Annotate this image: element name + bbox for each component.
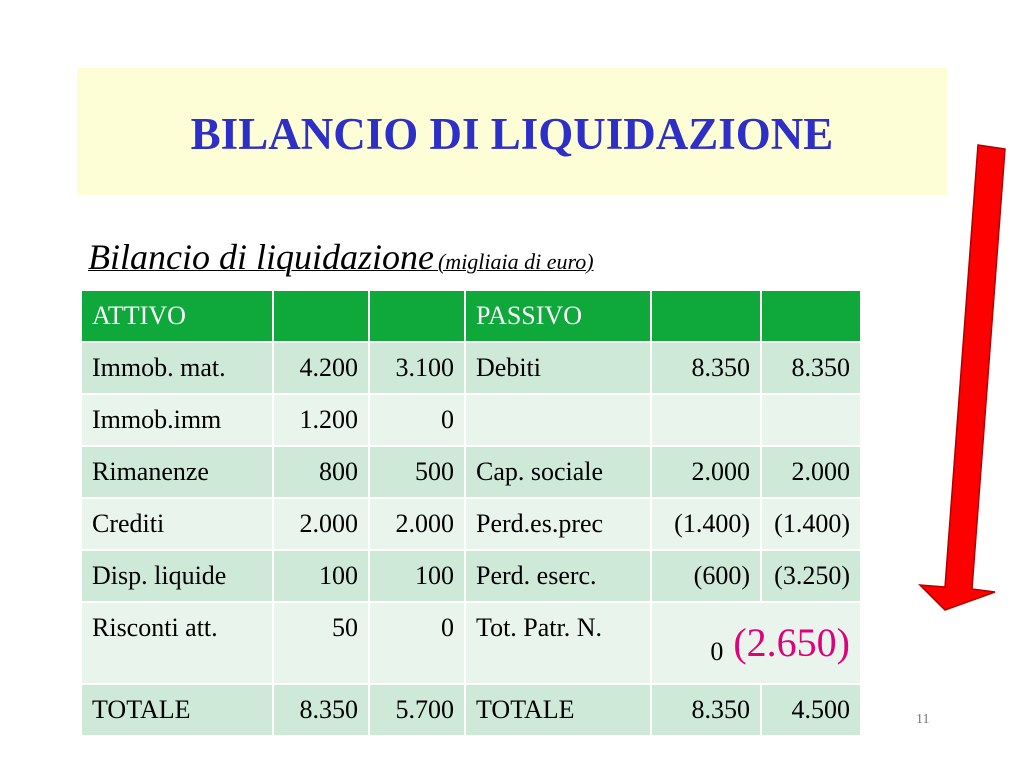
attivo-label: Risconti att. — [81, 602, 273, 684]
attivo-value-2: 0 — [369, 602, 465, 684]
passivo-value-1: (600) — [651, 550, 761, 602]
attivo-value-1: 8.350 — [273, 684, 369, 736]
attivo-label: TOTALE — [81, 684, 273, 736]
passivo-value-1: 2.000 — [651, 446, 761, 498]
slide-number: 11 — [916, 712, 930, 727]
attivo-value-2: 500 — [369, 446, 465, 498]
caption-text: Bilancio di liquidazione — [88, 237, 434, 277]
passivo-label: Cap. sociale — [465, 446, 651, 498]
passivo-value-2: 2.000 — [761, 446, 861, 498]
attivo-value-1: 1.200 — [273, 394, 369, 446]
passivo-value-1: (1.400) — [651, 498, 761, 550]
attivo-value-2: 3.100 — [369, 342, 465, 394]
passivo-value-2: 8.350 — [761, 342, 861, 394]
passivo-value-1: 8.350 — [651, 684, 761, 736]
equity-total-after: (2.650) — [733, 620, 850, 665]
attivo-value-1: 100 — [273, 550, 369, 602]
attivo-label: Immob. mat. — [81, 342, 273, 394]
attivo-value-2: 0 — [369, 394, 465, 446]
header-passivo: PASSIVO — [465, 290, 651, 342]
passivo-value-2: (3.250) — [761, 550, 861, 602]
arrow-shape — [920, 145, 1005, 610]
passivo-label: Tot. Patr. N. — [465, 602, 651, 684]
attivo-value-1: 4.200 — [273, 342, 369, 394]
attivo-value-2: 5.700 — [369, 684, 465, 736]
attivo-label: Crediti — [81, 498, 273, 550]
attivo-value-1: 800 — [273, 446, 369, 498]
attivo-value-2: 100 — [369, 550, 465, 602]
passivo-label: Perd. eserc. — [465, 550, 651, 602]
attivo-label: Disp. liquide — [81, 550, 273, 602]
equity-total-before: 0 — [710, 637, 724, 666]
slide-title: BILANCIO DI LIQUIDAZIONE — [190, 109, 834, 159]
attivo-label: Rimanenze — [81, 446, 273, 498]
attivo-value-2: 2.000 — [369, 498, 465, 550]
passivo-label: Debiti — [465, 342, 651, 394]
passivo-label: TOTALE — [465, 684, 651, 736]
attivo-value-1: 50 — [273, 602, 369, 684]
passivo-value-2: 4.500 — [761, 684, 861, 736]
attivo-value-1: 2.000 — [273, 498, 369, 550]
header-attivo: ATTIVO — [81, 290, 273, 342]
attivo-label: Immob.imm — [81, 394, 273, 446]
passivo-value-1: 8.350 — [651, 342, 761, 394]
passivo-label: Perd.es.prec — [465, 498, 651, 550]
passivo-value-2: (1.400) — [761, 498, 861, 550]
caption-unit: (migliaia di euro) — [437, 249, 594, 274]
